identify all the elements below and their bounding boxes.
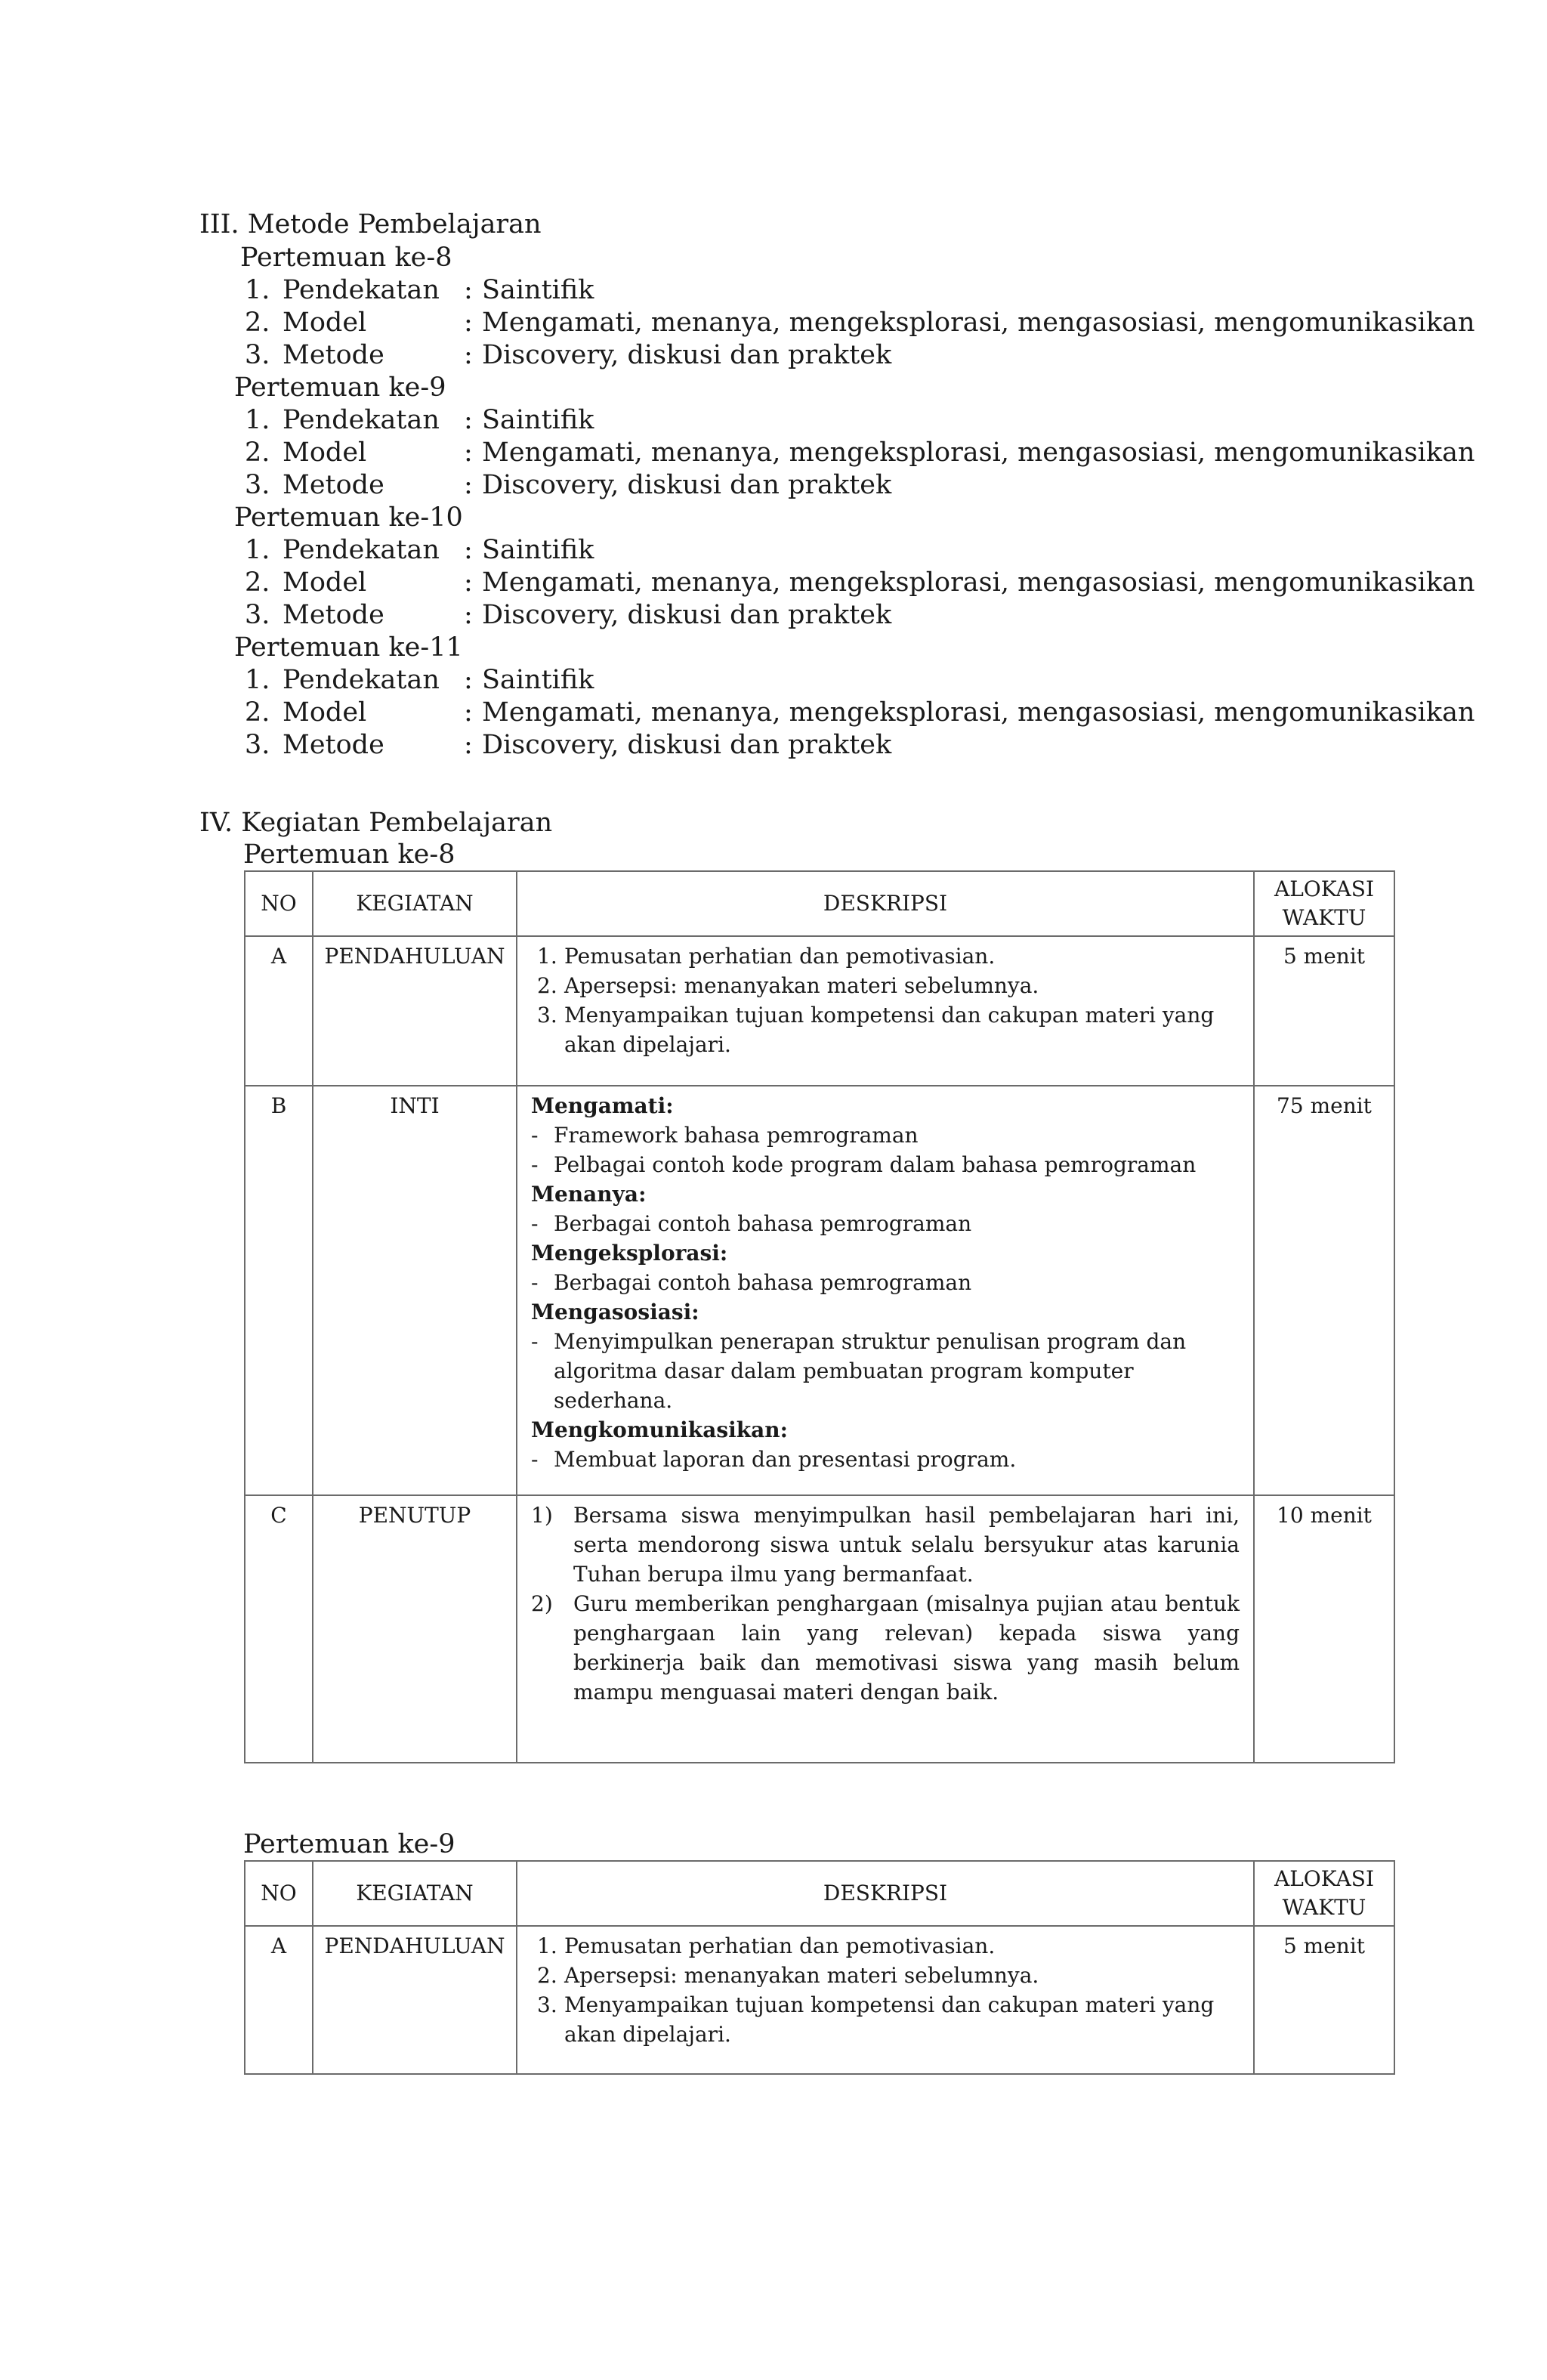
- list-item: - Membuat laporan dan presentasi program.: [531, 1447, 1017, 1472]
- method-row: [234, 274, 1474, 307]
- meeting-title: Pertemuan ke-10: [234, 502, 463, 533]
- penutup-list: [531, 1501, 1240, 1707]
- item-value: Discovery, diskusi dan praktek: [482, 340, 892, 370]
- method-row: [234, 339, 1474, 372]
- item-value: Discovery, diskusi dan praktek: [482, 470, 892, 500]
- row-kegiatan: PENDAHULUAN: [313, 1926, 517, 2074]
- item-number: 1.: [245, 665, 270, 695]
- method-row: [234, 664, 1474, 697]
- inti-mengasosiasi-label: Mengasosiasi:: [531, 1300, 699, 1324]
- list-item: 2. Apersepsi: menanyakan materi sebelumnya.: [537, 973, 1039, 998]
- item-value: Mengamati, menanya, mengeksplorasi, mengasosiasi, mengomunikasikan: [482, 437, 1475, 468]
- method-row: [234, 307, 1474, 339]
- item-value: Discovery, diskusi dan praktek: [482, 600, 892, 630]
- row-no: B: [245, 1086, 313, 1495]
- list-item: - Pelbagai contoh kode program dalam bahasa pemrograman: [531, 1152, 1197, 1177]
- method-meeting-9: [234, 372, 1474, 502]
- item-key: Model: [283, 567, 367, 598]
- item-number: 2.: [245, 567, 270, 598]
- item-number: 3.: [245, 470, 270, 500]
- meeting-9-activity-title: Pertemuan ke-9: [243, 1829, 455, 1859]
- row-deskripsi: [517, 1086, 1254, 1495]
- method-meeting-10: [234, 502, 1474, 632]
- table-row: [245, 1495, 1394, 1763]
- item-key: Metode: [283, 340, 384, 370]
- item-colon: :: [464, 405, 473, 435]
- item-value: Saintifik: [482, 535, 594, 565]
- item-key: Pendekatan: [283, 275, 440, 305]
- method-row: [234, 697, 1474, 729]
- item-value: Mengamati, menanya, mengeksplorasi, mengasosiasi, mengomunikasikan: [482, 567, 1475, 598]
- header-no: NO: [245, 1861, 313, 1926]
- meeting-title: Pertemuan ke-8: [240, 243, 452, 273]
- item-number: 3.: [245, 340, 270, 370]
- method-meeting-11: [234, 632, 1474, 762]
- row-waktu: 5 menit: [1254, 1926, 1394, 2074]
- item-key: Pendekatan: [283, 535, 440, 565]
- method-row: [234, 469, 1474, 502]
- item-key: Metode: [283, 730, 384, 760]
- item-colon: :: [464, 275, 473, 305]
- list-item: 3. Menyampaikan tujuan kompetensi dan cakupan materi yang akan dipelajari.: [537, 1992, 1215, 2047]
- row-waktu: 5 menit: [1254, 936, 1394, 1086]
- table-row: [245, 1086, 1394, 1495]
- item-number: 1.: [245, 275, 270, 305]
- item-number: 2.: [245, 697, 270, 728]
- header-alokasi: ALOKASI WAKTU: [1254, 1861, 1394, 1926]
- pendahuluan-list: [537, 941, 1246, 1059]
- item-key: Pendekatan: [283, 405, 440, 435]
- method-row: [234, 599, 1474, 632]
- list-item: - Berbagai contoh bahasa pemrograman: [531, 1270, 972, 1295]
- item-colon: :: [464, 470, 473, 500]
- section-4-heading: IV. Kegiatan Pembelajaran: [199, 808, 553, 838]
- item-value: Saintifik: [482, 275, 594, 305]
- method-row: [234, 729, 1474, 762]
- header-alokasi: ALOKASI WAKTU: [1254, 871, 1394, 936]
- item-number: 1.: [245, 405, 270, 435]
- activity-table-meeting-8: [244, 870, 1395, 1763]
- inti-mengeksplorasi-label: Mengeksplorasi:: [531, 1241, 728, 1266]
- row-deskripsi: [517, 1926, 1254, 2074]
- method-row: [234, 404, 1474, 437]
- item-colon: :: [464, 340, 473, 370]
- meeting-title: Pertemuan ke-11: [234, 632, 463, 663]
- list-item: 1. Pemusatan perhatian dan pemotivasian.: [537, 1933, 996, 1958]
- row-no: C: [245, 1495, 313, 1763]
- item-key: Model: [283, 697, 367, 728]
- meeting-title: Pertemuan ke-9: [234, 372, 446, 403]
- item-colon: :: [464, 665, 473, 695]
- item-value: Mengamati, menanya, mengeksplorasi, mengasosiasi, mengomunikasikan: [482, 697, 1475, 728]
- item-number: 2.: [245, 308, 270, 338]
- item-key: Metode: [283, 600, 384, 630]
- item-value: Mengamati, menanya, mengeksplorasi, mengasosiasi, mengomunikasikan: [482, 308, 1475, 338]
- header-kegiatan: KEGIATAN: [313, 871, 517, 936]
- method-row: [234, 534, 1474, 567]
- item-value: Discovery, diskusi dan praktek: [482, 730, 892, 760]
- header-deskripsi: DESKRIPSI: [517, 871, 1254, 936]
- item-number: 3.: [245, 730, 270, 760]
- row-no: A: [245, 936, 313, 1086]
- method-meeting-8: [234, 242, 1474, 372]
- pendahuluan-list: [537, 1931, 1246, 2049]
- item-key: Model: [283, 308, 367, 338]
- meeting-8-activity-title: Pertemuan ke-8: [243, 839, 455, 870]
- list-item: 1. Pemusatan perhatian dan pemotivasian.: [537, 944, 996, 969]
- item-key: Pendekatan: [283, 665, 440, 695]
- row-kegiatan: PENDAHULUAN: [313, 936, 517, 1086]
- table-row: [245, 936, 1394, 1086]
- method-row: [234, 567, 1474, 599]
- item-colon: :: [464, 697, 473, 728]
- item-key: Metode: [283, 470, 384, 500]
- item-colon: :: [464, 567, 473, 598]
- item-number: 1.: [245, 535, 270, 565]
- item-value: Saintifik: [482, 405, 594, 435]
- header-kegiatan: KEGIATAN: [313, 1861, 517, 1926]
- list-item: - Framework bahasa pemrograman: [531, 1123, 919, 1148]
- inti-menanya-label: Menanya:: [531, 1182, 647, 1207]
- item-number: 3.: [245, 600, 270, 630]
- header-no: NO: [245, 871, 313, 936]
- activity-table-meeting-9: [244, 1860, 1395, 2075]
- row-kegiatan: PENUTUP: [313, 1495, 517, 1763]
- section-3-heading: III. Metode Pembelajaran: [199, 209, 542, 240]
- list-item: - Menyimpulkan penerapan struktur penulisan program dan algoritma dasar dalam pembuatan program komputer sederhana.: [531, 1329, 1187, 1413]
- inti-mengamati-label: Mengamati:: [531, 1093, 674, 1118]
- inti-mengomunikasikan-label: Mengkomunikasikan:: [531, 1417, 788, 1442]
- method-meetings: [234, 242, 1474, 762]
- item-colon: :: [464, 308, 473, 338]
- item-number: 2.: [245, 437, 270, 468]
- list-item: - Berbagai contoh bahasa pemrograman: [531, 1211, 972, 1236]
- table-header-row: [245, 1861, 1394, 1926]
- row-waktu: 75 menit: [1254, 1086, 1394, 1495]
- header-deskripsi: DESKRIPSI: [517, 1861, 1254, 1926]
- item-colon: :: [464, 730, 473, 760]
- method-row: [234, 437, 1474, 469]
- list-item: 3. Menyampaikan tujuan kompetensi dan cakupan materi yang akan dipelajari.: [537, 1003, 1215, 1057]
- row-kegiatan: INTI: [313, 1086, 517, 1495]
- row-waktu: 10 menit: [1254, 1495, 1394, 1763]
- item-colon: :: [464, 600, 473, 630]
- row-deskripsi: [517, 1495, 1254, 1763]
- item-colon: :: [464, 535, 473, 565]
- item-value: Saintifik: [482, 665, 594, 695]
- list-item: 2. Apersepsi: menanyakan materi sebelumnya.: [537, 1963, 1039, 1988]
- item-colon: :: [464, 437, 473, 468]
- row-no: A: [245, 1926, 313, 2074]
- list-item: 1) Bersama siswa menyimpulkan hasil pembelajaran hari ini, serta mendorong siswa untuk selalu bersyukur atas karunia Tuhan berupa ilmu yang bermanfaat.: [531, 1503, 1240, 1587]
- table-header-row: [245, 871, 1394, 936]
- row-deskripsi: [517, 936, 1254, 1086]
- table-row: [245, 1926, 1394, 2074]
- list-item: 2) Guru memberikan penghargaan (misalnya pujian atau bentuk penghargaan lain yang relevan) kepada siswa yang berkinerja baik dan memotivasi siswa yang masih belum mampu menguasai materi dengan baik.: [531, 1591, 1240, 1705]
- item-key: Model: [283, 437, 367, 468]
